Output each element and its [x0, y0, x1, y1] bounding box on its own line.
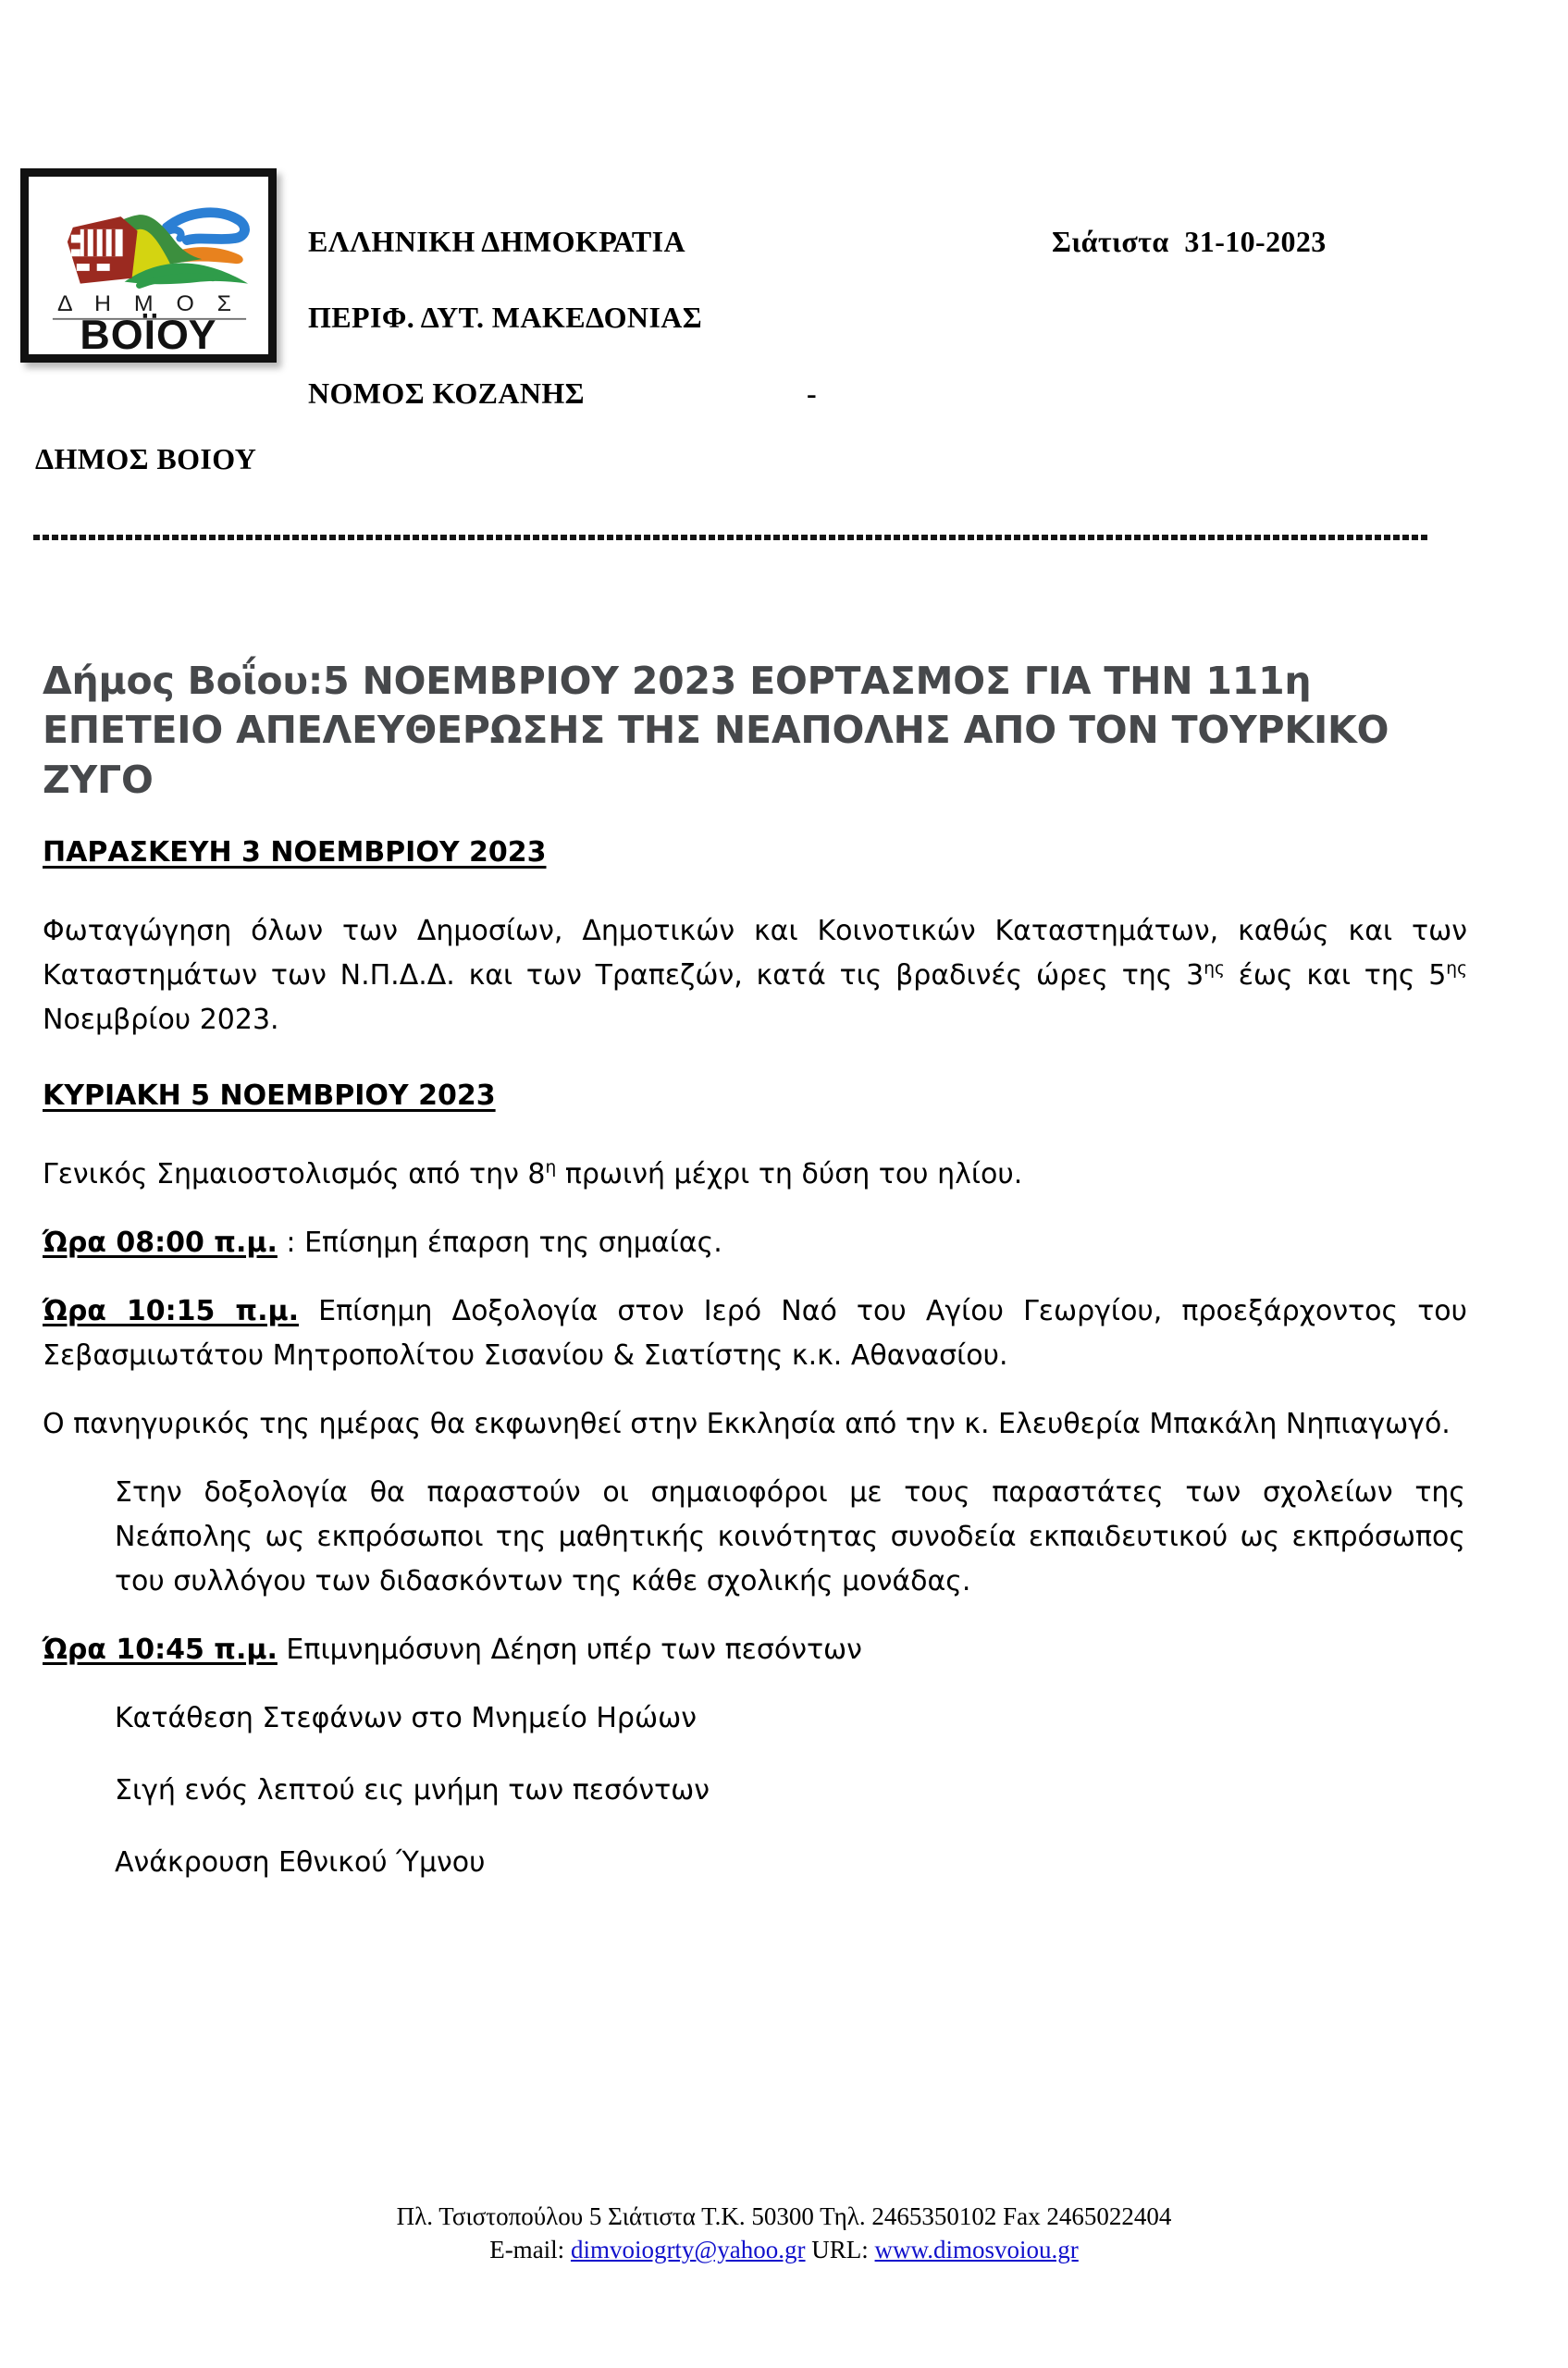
section-friday-heading-wrap	[43, 836, 1513, 889]
footer-contacts	[0, 2233, 1568, 2266]
doxology-note-paragraph: Στην δοξολογία θα παραστούν οι σημαιοφόροι με τους παραστάτες των σχολείων της Νεάπολης ως εκπρόσωποι της μαθητικής κοινότητας συνοδεία εκπαιδευτικού ως εκπρόσωπος του συλλόγου των διδασκόντων της κάθε σχολικής μονάδας.	[115, 1475, 1465, 1597]
header-org-line-2: ΠΕΡΙΦ. ΔΥΤ. ΜΑΚΕΔΟΝΙΑΣ	[308, 301, 703, 334]
document-footer	[0, 2200, 1568, 2267]
friday-text-part-1: Φωταγώγηση όλων των Δημοσίων, Δημοτικών και Κοινοτικών Καταστημάτων, καθώς και των Καταστημάτων των Ν.Π.Δ.Δ. και των Τραπεζών, κατά τις βραδινές ώρες της 3	[43, 914, 1467, 992]
footer-address: Πλ. Τσιστοπούλου 5 Σιάτιστα Τ.Κ. 50300 Τηλ. 2465350102 Fax 2465022404	[396, 2202, 1172, 2230]
footer-email-link[interactable]: dimvoiogrty@yahoo.gr	[570, 2236, 806, 2264]
section-sunday-heading: ΚΥΡΙΑΚΗ 5 ΝΟΕΜΒΡΙΟΥ 2023	[43, 1079, 496, 1112]
flags-text-part-1: Γενικός Σημαιοστολισμός από την 8	[43, 1157, 546, 1190]
flags-sup: η	[545, 1157, 557, 1178]
time-label-1045: Ώρα 10:45 π.μ.	[43, 1633, 278, 1666]
logo-word-dimos: Δ Η Μ Ο Σ	[56, 291, 241, 316]
logo-inner	[29, 177, 268, 354]
sub-item-silence: Σιγή ενός λεπτού εις μνήμη των πεσόντων	[115, 1773, 710, 1807]
friday-sup-2: ης	[1446, 958, 1467, 979]
friday-sup-1: ης	[1204, 958, 1225, 979]
footer-url-label: URL:	[805, 2236, 875, 2264]
logo-artwork-icon	[29, 177, 268, 354]
program-item-1015	[43, 1289, 1467, 1378]
header-divider	[33, 535, 1430, 540]
document-body	[43, 657, 1513, 1913]
friday-text-part-3: Νοεμβρίου 2023.	[43, 1003, 279, 1036]
municipality-logo	[20, 168, 277, 363]
flags-text-part-2: πρωινή μέχρι τη δύση του ηλίου.	[556, 1157, 1023, 1190]
time-text-0800: : Επίσημη έπαρση της σημαίας.	[277, 1226, 722, 1259]
time-label-0800: Ώρα 08:00 π.μ.	[43, 1226, 278, 1259]
header-place-date: Σιάτιστα 31-10-2023	[1052, 225, 1327, 258]
time-label-1015: Ώρα 10:15 π.μ.	[43, 1294, 300, 1327]
footer-url-link[interactable]: www.dimosvoiou.gr	[874, 2236, 1079, 2264]
sub-item-anthem: Ανάκρουση Εθνικού Ύμνου	[115, 1845, 486, 1879]
logo-word-voiou: ΒΟΪΟΥ	[80, 313, 217, 354]
header-org-line-3: ΝΟΜΟΣ ΚΟΖΑΝΗΣ	[308, 376, 585, 410]
program-item-0800	[43, 1221, 1467, 1265]
time-text-1015: Επίσημη Δοξολογία στον Ιερό Ναό του Αγίου Γεωργίου, προεξάρχοντος του Σεβασμιωτάτου Μητροπολίτου Σισανίου & Σιατίστης κ.κ. Αθανασίου.	[43, 1294, 1467, 1372]
header-org-line-4: ΔΗΜΟΣ ΒΟΙΟΥ	[35, 442, 257, 475]
flags-paragraph	[43, 1153, 1467, 1197]
header-org-line-1: ΕΛΛΗΝΙΚΗ ΔΗΜΟΚΡΑΤΙΑ	[308, 225, 685, 258]
header-dash: -	[807, 376, 818, 410]
program-item-1045	[43, 1628, 1467, 1672]
friday-text-part-2: έως και της 5	[1224, 958, 1447, 992]
section-friday-heading: ΠΑΡΑΣΚΕΥΗ 3 ΝΟΕΜΒΡΙΟΥ 2023	[43, 835, 547, 869]
section-friday-paragraph	[43, 909, 1467, 1042]
sub-item-wreaths: Κατάθεση Στεφάνων στο Μνημείο Ηρώων	[115, 1701, 697, 1734]
panegyric-paragraph: Ο πανηγυρικός της ημέρας θα εκφωνηθεί στην Εκκλησία από την κ. Ελευθερία Μπακάλη Νηπιαγωγό.	[43, 1407, 1451, 1440]
footer-email-label: E-mail:	[489, 2236, 571, 2264]
time-text-1045: Επιμνημόσυνη Δέηση υπέρ των πεσόντων	[277, 1633, 862, 1666]
spacer	[43, 1067, 1513, 1079]
section-sunday-heading-wrap	[43, 1079, 1513, 1132]
page-title: Δήμος Βοΐου:5 ΝΟΕΜΒΡΙΟΥ 2023 ΕΟΡΤΑΣΜΟΣ ΓΙΑ ΤΗΝ 111η ΕΠΕΤΕΙΟ ΑΠΕΛΕΥΘΕΡΩΣΗΣ ΤΗΣ ΝΕΑΠΟΛΗΣ ΑΠΟ ΤΟΝ ΤΟΥΡΚΙΚΟ ΖΥΓΟ	[43, 659, 1389, 802]
document-header	[0, 0, 1568, 518]
